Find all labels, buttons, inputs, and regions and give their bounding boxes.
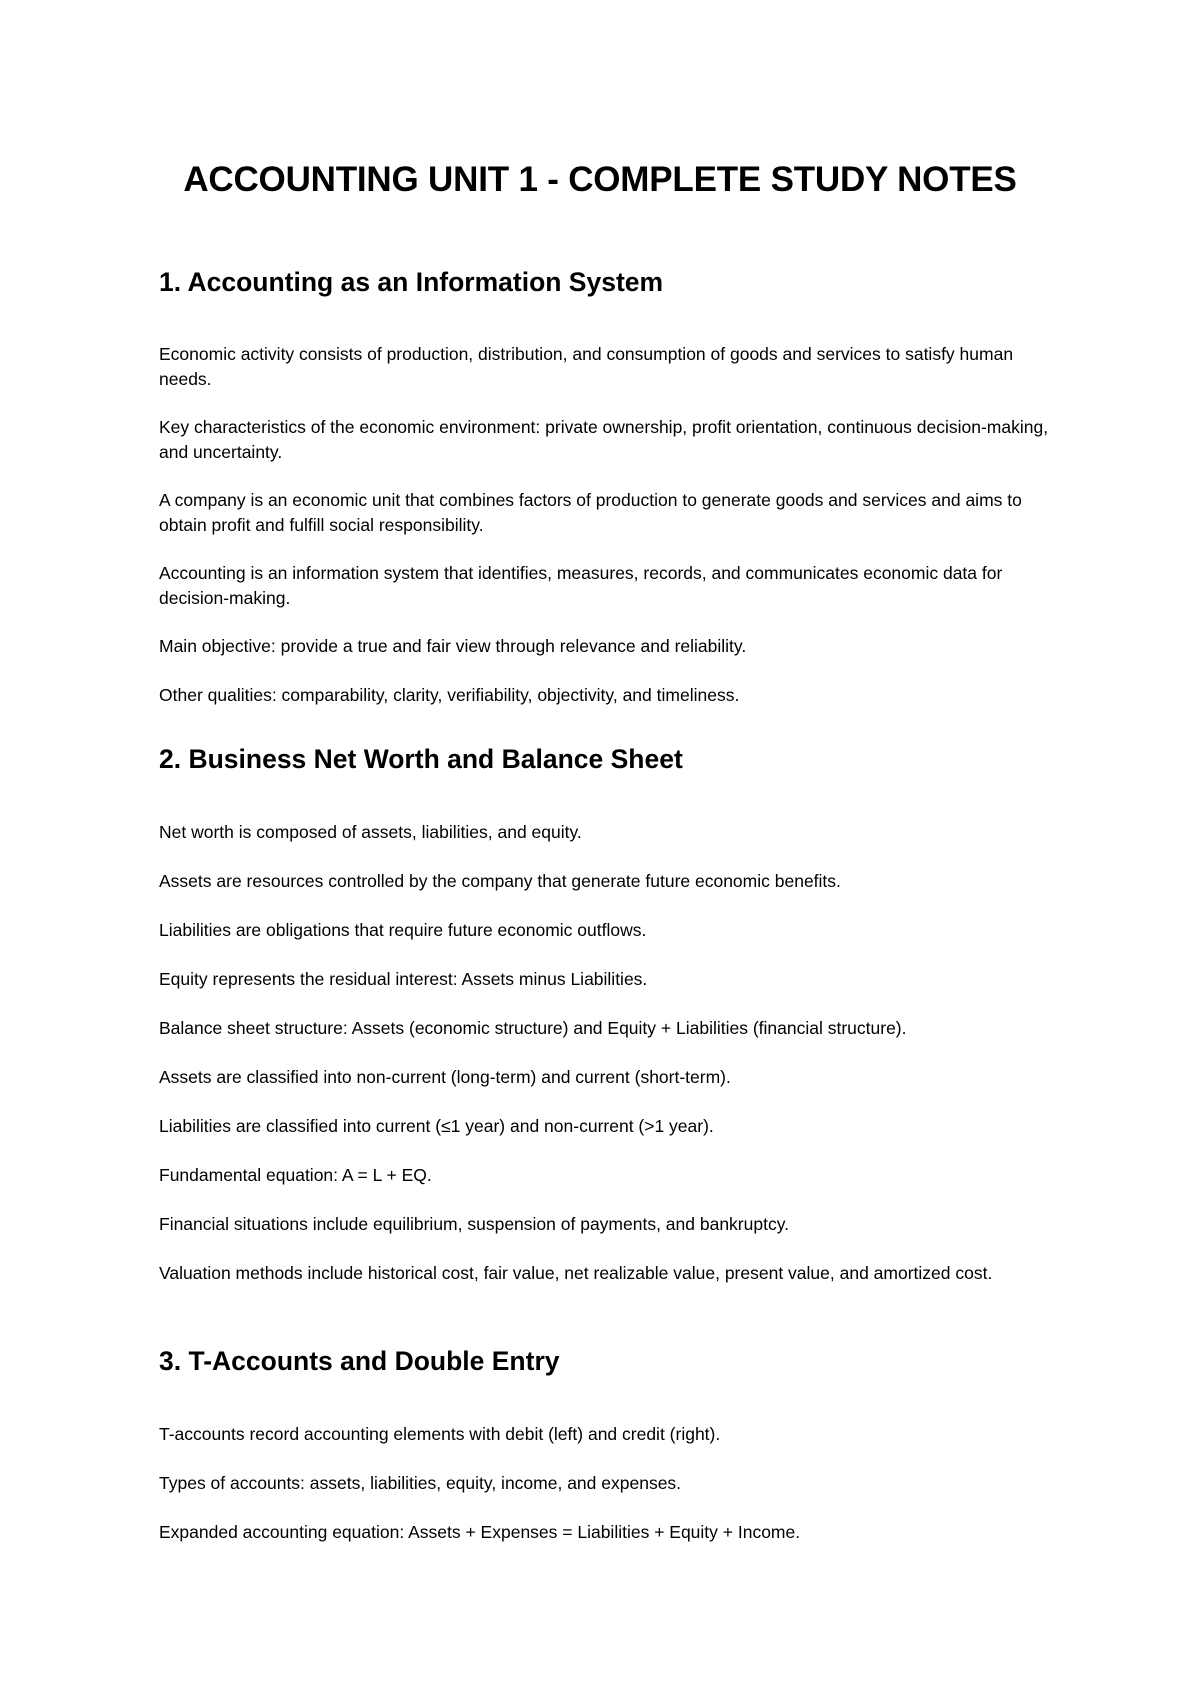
paragraph: Liabilities are obligations that require future economic outflows. [159, 920, 647, 940]
paragraph: Main objective: provide a true and fair view through relevance and reliability. [159, 636, 747, 656]
paragraph: Assets are classified into non-current (long-term) and current (short-term). [159, 1067, 731, 1087]
paragraph: Economic activity consists of production, distribution, and consumption of goods and services to satisfy human needs. [159, 344, 1014, 389]
paragraph: Financial situations include equilibrium, suspension of payments, and bankruptcy. [159, 1214, 790, 1234]
section-heading-3: 3. T-Accounts and Double Entry [159, 1346, 560, 1376]
paragraph: Assets are resources controlled by the company that generate future economic benefits. [159, 871, 841, 891]
paragraph: Liabilities are classified into current (≤1 year) and non-current (>1 year). [159, 1116, 714, 1136]
paragraph: Fundamental equation: A = L + EQ. [159, 1165, 432, 1185]
paragraph: Key characteristics of the economic environment: private ownership, profit orientation, continuous decision-making, and uncertainty. [159, 417, 1049, 462]
paragraph: Accounting is an information system that identifies, measures, records, and communicates economic data for decision-making. [159, 563, 1003, 608]
section-heading-1: 1. Accounting as an Information System [159, 267, 664, 297]
paragraph: Other qualities: comparability, clarity, verifiability, objectivity, and timeliness. [159, 685, 740, 705]
paragraph: Valuation methods include historical cost, fair value, net realizable value, present value, and amortized cost. [159, 1263, 993, 1283]
paragraph: Types of accounts: assets, liabilities, equity, income, and expenses. [159, 1473, 682, 1493]
paragraph: Equity represents the residual interest: Assets minus Liabilities. [159, 969, 648, 989]
document-title: ACCOUNTING UNIT 1 - COMPLETE STUDY NOTES [183, 160, 1017, 199]
paragraph: Expanded accounting equation: Assets + Expenses = Liabilities + Equity + Income. [159, 1522, 801, 1542]
paragraph: Balance sheet structure: Assets (economic structure) and Equity + Liabilities (financial structure). [159, 1018, 907, 1038]
paragraph: Net worth is composed of assets, liabilities, and equity. [159, 822, 582, 842]
section-heading-2: 2. Business Net Worth and Balance Sheet [159, 744, 683, 774]
paragraph: A company is an economic unit that combines factors of production to generate goods and services and aims to obtain profit and fulfill social responsibility. [159, 490, 1022, 535]
paragraph: T-accounts record accounting elements with debit (left) and credit (right). [159, 1424, 721, 1444]
